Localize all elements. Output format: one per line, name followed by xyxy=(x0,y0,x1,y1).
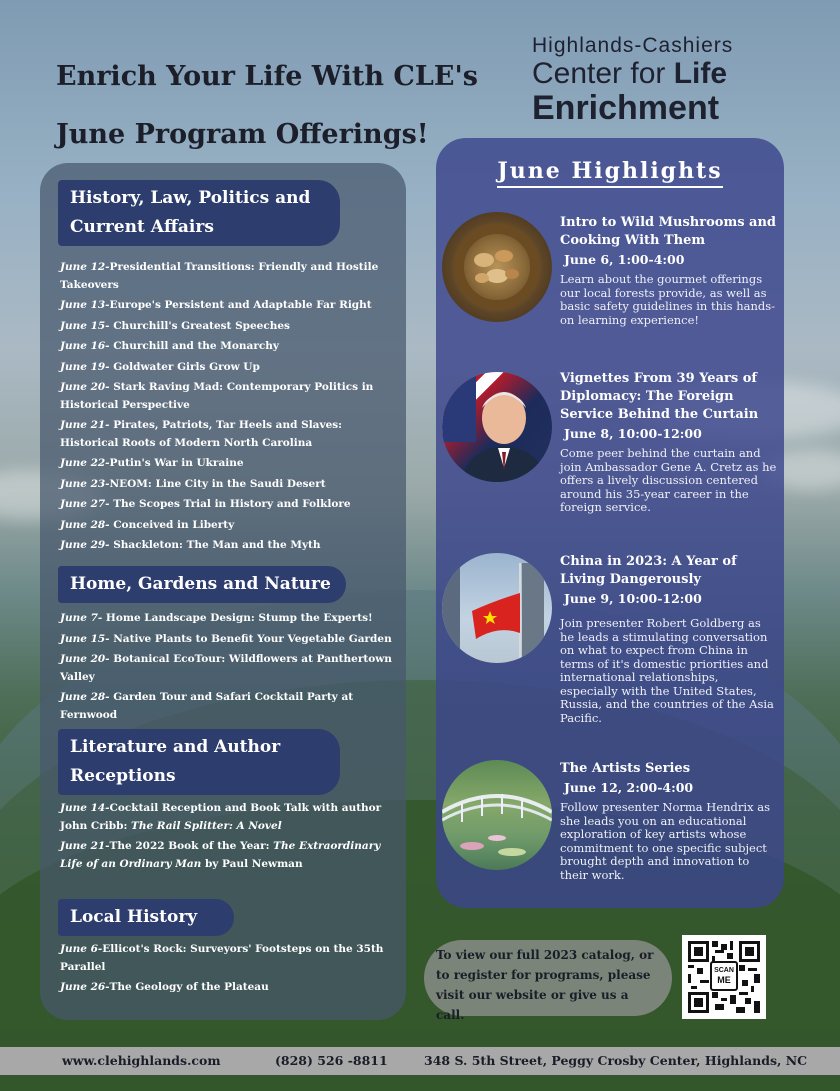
item-date: June 13- xyxy=(60,299,110,311)
ambassador-portrait-photo xyxy=(442,372,552,482)
cle-logo xyxy=(532,34,782,126)
list-item[interactable] xyxy=(60,631,400,649)
section-heading-line1: Home, Gardens and Nature xyxy=(70,574,331,594)
item-text: Europe's Persistent and Adaptable Far Right xyxy=(109,299,372,311)
item-date: June 16- xyxy=(60,340,114,352)
scan-label: SCAN xyxy=(714,967,734,974)
item-text: Stark Raving Mad: Contemporary Politics in Historical Perspective xyxy=(60,381,374,411)
item-date: June 20- xyxy=(60,381,114,393)
highlight-event-artists[interactable] xyxy=(560,760,778,882)
list-item[interactable] xyxy=(60,651,400,686)
item-text: The 2022 Book of the Year: xyxy=(109,840,274,852)
list-item[interactable] xyxy=(60,476,400,494)
footer-bar xyxy=(0,1047,840,1075)
item-text: The Scopes Trial in History and Folklore xyxy=(113,498,351,510)
highlights-title xyxy=(436,158,784,184)
list-item[interactable] xyxy=(60,259,400,294)
event-date: June 6, 1:00-4:00 xyxy=(564,252,685,267)
list-item[interactable] xyxy=(60,417,400,452)
item-date: June 23- xyxy=(60,477,110,490)
item-date: June 14- xyxy=(60,802,110,814)
event-date: June 9, 10:00-12:00 xyxy=(564,591,702,606)
item-date: June 27- xyxy=(60,498,114,510)
mushroom-basket-photo xyxy=(442,212,552,322)
list-item[interactable] xyxy=(60,537,400,555)
event-description: Join presenter Robert Goldberg as he leads a stimulating conversation on what to expect from China in terms of it's domestic priorities and international relationships, especially with the United States, Russia, and the countries of the Asia Pacific. xyxy=(560,616,774,725)
headline-line1: Enrich Your Life With CLE's xyxy=(56,61,478,92)
scan-me-label xyxy=(710,961,738,991)
list-item[interactable] xyxy=(60,455,400,473)
event-description: Learn about the gourmet offerings our local forests provide, as well as basic safety guidelines in this hands-on learning experience! xyxy=(560,272,776,327)
event-title: Vignettes From 39 Years of Diplomacy: The Foreign Service Behind the Curtain xyxy=(560,371,759,422)
item-date: June 6- xyxy=(60,943,103,955)
item-date: June 28- xyxy=(60,691,114,703)
event-date: June 12, 2:00-4:00 xyxy=(564,780,694,795)
item-text: Botanical EcoTour: Wildflowers at Panthertown Valley xyxy=(60,653,392,683)
logo-line1: Highlands-Cashiers xyxy=(532,34,734,57)
item-text: Home Landscape Design: Stump the Experts! xyxy=(105,612,373,624)
item-text: Putin's War in Ukraine xyxy=(109,457,244,469)
list-item[interactable] xyxy=(60,689,400,724)
event-description: Come peer behind the curtain and join Ambassador Gene A. Cretz as he offers a lively discussion centered around his 35-year career in the foreign service. xyxy=(560,446,777,514)
list-item[interactable] xyxy=(60,800,400,835)
item-text: NEOM: Line City in the Saudi Desert xyxy=(109,477,326,490)
item-text: The Geology of the Plateau xyxy=(109,981,269,993)
item-text: Pirates, Patriots, Tar Heels and Slaves: Historical Roots of Modern North Carolina xyxy=(60,419,343,449)
item-suffix: by Paul Newman xyxy=(201,857,303,870)
book-title: The Rail Splitter: A Novel xyxy=(131,819,282,832)
list-item[interactable] xyxy=(60,359,400,377)
item-date: June 15- xyxy=(60,632,114,645)
section-heading-literature xyxy=(58,729,340,795)
logo-line2-bold: Life xyxy=(673,57,728,90)
event-description: Follow presenter Norma Hendrix as she leads you on an educational exploration of key artists whose commitment to one specific subject brought depth and innovation to their work. xyxy=(560,800,770,882)
list-item[interactable] xyxy=(60,979,400,997)
item-date: June 26- xyxy=(60,981,110,993)
item-text: Goldwater Girls Grow Up xyxy=(113,360,260,373)
item-text: Ellicot's Rock: Surveyors' Footsteps on the 35th Parallel xyxy=(60,943,384,973)
list-item[interactable] xyxy=(60,318,400,336)
section-heading-line2: Current Affairs xyxy=(70,217,214,237)
item-text: Garden Tour and Safari Cocktail Party at Fernwood xyxy=(60,691,354,721)
literature-program-list xyxy=(60,800,400,876)
section-heading-history xyxy=(58,180,340,246)
logo-line3: Enrichment xyxy=(532,89,720,127)
event-date: June 8, 10:00-12:00 xyxy=(564,426,702,441)
footer-address: 348 S. 5th Street, Peggy Crosby Center, Highlands, NC xyxy=(424,1053,808,1068)
item-text: Cocktail Reception and Book Talk with author John Cribb: xyxy=(60,802,382,832)
item-text: Churchill's Greatest Speeches xyxy=(113,319,290,332)
history-program-list xyxy=(60,259,400,558)
logo-line2-regular: Center for xyxy=(532,57,674,90)
home-gardens-program-list xyxy=(60,610,400,727)
catalog-call-to-action: To view our full 2023 catalog, or to register for programs, please visit our website or give us a call. xyxy=(424,940,672,1016)
footer-phone[interactable]: (828) 526 -8811 xyxy=(275,1053,388,1068)
section-heading-local-history xyxy=(58,899,234,936)
item-date: June 29- xyxy=(60,539,114,551)
list-item[interactable] xyxy=(60,610,400,628)
list-item[interactable] xyxy=(60,297,400,315)
list-item[interactable] xyxy=(60,379,400,414)
footer-website[interactable]: www.clehighlands.com xyxy=(62,1053,221,1068)
event-title: Intro to Wild Mushrooms and Cooking With Them xyxy=(560,215,777,248)
item-date: June 22- xyxy=(60,457,110,469)
section-heading-line1: Local History xyxy=(70,907,198,927)
highlight-event-diplomacy[interactable] xyxy=(560,370,778,515)
local-history-program-list xyxy=(60,941,400,1000)
event-title: China in 2023: A Year of Living Dangerously xyxy=(560,554,737,587)
item-text: Native Plants to Benefit Your Vegetable Garden xyxy=(113,632,392,645)
event-title: The Artists Series xyxy=(560,761,691,776)
list-item[interactable] xyxy=(60,338,400,356)
list-item[interactable] xyxy=(60,838,400,873)
item-date: June 28- xyxy=(60,518,114,531)
list-item[interactable] xyxy=(60,496,400,514)
item-date: June 21- xyxy=(60,419,114,431)
item-text: Conceived in Liberty xyxy=(113,518,235,531)
highlights-title-text: June Highlights xyxy=(497,158,722,188)
china-flag-photo xyxy=(442,553,552,663)
section-heading-line1: History, Law, Politics and xyxy=(70,188,311,208)
item-date: June 21- xyxy=(60,840,110,852)
qr-code[interactable] xyxy=(682,935,766,1019)
item-text: Presidential Transitions: Friendly and Hostile Takeovers xyxy=(60,261,379,291)
headline-line2: June Program Offerings! xyxy=(56,119,429,150)
item-text: Shackleton: The Man and the Myth xyxy=(113,539,321,551)
list-item[interactable] xyxy=(60,517,400,535)
highlight-event-china[interactable] xyxy=(560,553,778,725)
section-heading-home-gardens xyxy=(58,566,346,603)
item-date: June 20- xyxy=(60,653,114,665)
item-date: June 19- xyxy=(60,360,114,373)
item-date: June 12- xyxy=(60,261,110,273)
logo-line2 xyxy=(532,58,782,90)
book-title: The Extraordinary Life of an Ordinary Man xyxy=(60,840,381,870)
item-date: June 7- xyxy=(60,612,106,624)
section-heading-line2: Receptions xyxy=(70,766,176,786)
highlight-event-mushrooms[interactable] xyxy=(560,214,778,327)
monet-bridge-painting xyxy=(442,760,552,870)
me-label: ME xyxy=(717,975,731,985)
item-date: June 15- xyxy=(60,319,114,332)
list-item[interactable] xyxy=(60,941,400,976)
item-text: Churchill and the Monarchy xyxy=(113,340,279,352)
section-heading-line1: Literature and Author xyxy=(70,737,281,757)
